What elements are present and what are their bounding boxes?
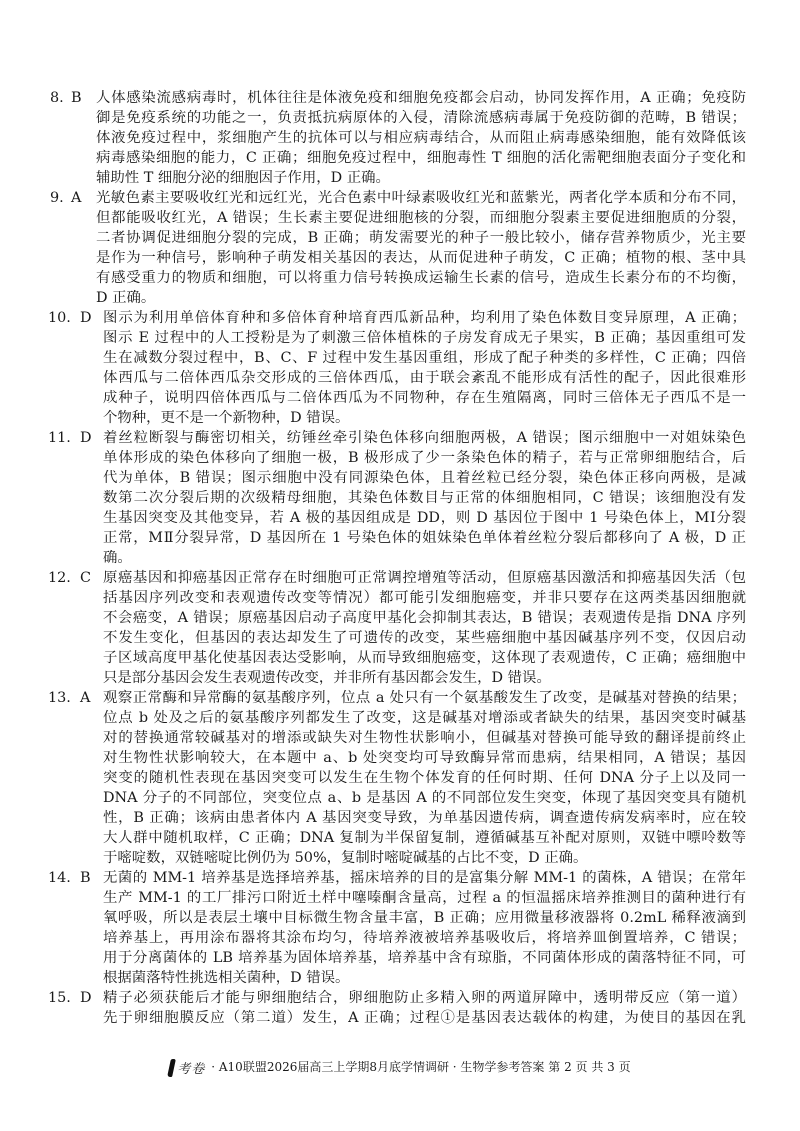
explanation-line: 单体形成的染色体移向了细胞一极，B 极形成了少一条染色体的精子，若与正常卵细胞结合，后 — [103, 450, 746, 466]
explanation-line: 培养基上，再用涂布器将其涂布均匀，待培养液被培养基吸收后，将培养皿倒置培养，C 错误； — [103, 930, 746, 946]
explanation-line: 不发生变化，但基因的表达却发生了可遗传的改变，某些癌细胞中基因碱基序列不变，仅因启动 — [103, 630, 746, 646]
explanation-line: 人体感染流感病毒时，机体往往是体液免疫和细胞免疫都会启动，协同发挥作用，A 正确；免疫防 — [96, 90, 746, 106]
explanation-line: 生产 MM-1 的工厂排污口附近土样中噻嗪酮含量高，过程 a 的恒温摇床培养推测目的菌种进行有 — [103, 890, 746, 906]
explanation-line: 精子必须获能后才能与卵细胞结合，卵细胞防止多精入卵的两道屏障中，透明带反应（第一道） — [103, 990, 746, 1006]
question-number: 8. — [50, 90, 64, 106]
explanation-line: 着丝粒断裂与酶密切相关，纺锤丝牵引染色体移向细胞两极，A 错误；图示细胞中一对姐妹染色 — [103, 430, 746, 446]
answer-item — [0, 188, 800, 308]
explanation-line: 观察正常酶和异常酶的氨基酸序列，位点 a 处只有一个氨基酸发生了改变，是碱基对替换的结果； — [103, 690, 746, 706]
explanation-line: 成种子，说明四倍体西瓜与二倍体西瓜为不同物种，存在生殖隔离，同时三倍体无子西瓜不是一 — [103, 390, 746, 406]
question-number: 11. — [48, 430, 71, 446]
explanation-line: 正常，MⅡ分裂异常，D 基因所在 1 号染色体的姐妹染色单体着丝粒分裂后都移向了 A 极，D 正 — [103, 530, 746, 546]
answer-letter: B — [80, 870, 91, 886]
logo-text: 考卷 — [177, 1062, 206, 1077]
answer-item — [0, 428, 800, 568]
explanation-line: 用于分离菌体的 LB 培养基为固体培养基，培养基中含有琼脂，不同菌体形成的菌落特征不同，可 — [103, 950, 746, 966]
explanation-line: 对生物性状影响较大，在本题中 a、b 处突变均可导致酶异常而患病，结果相同，A 错误；基因 — [103, 750, 746, 766]
explanation — [103, 308, 746, 428]
explanation-line: 只是部分基因会发生表观遗传改变，并非所有基因都会发生，D 错误。 — [103, 670, 551, 686]
answer-item — [0, 988, 800, 1028]
answer-letter: D — [80, 430, 92, 446]
question-number: 10. — [48, 310, 71, 326]
explanation-line: 对的替换通常较碱基对的增添或缺失对生物性状影响小，但碱基对替换可能导致的翻译提前终止 — [103, 730, 746, 746]
explanation — [103, 988, 746, 1028]
explanation-line: 原癌基因和抑癌基因正常存在时细胞可正常调控增殖等活动，但原癌基因激活和抑癌基因失活（包 — [103, 570, 746, 586]
explanation-line: 氧呼吸，所以是表层土壤中目标微生物含量丰富，B 正确；应用微量移液器将 0.2mL 稀释液滴到 — [103, 910, 746, 926]
explanation-line: 突变的随机性表现在基因突变可以发生在生物个体发育的任何时期、任何 DNA 分子上以及同一 — [103, 770, 746, 786]
explanation — [103, 688, 746, 868]
explanation — [103, 868, 746, 988]
answer-item — [0, 88, 800, 188]
question-number: 12. — [48, 570, 71, 586]
explanation-line: D 正确。 — [96, 290, 156, 306]
explanation-line: 御是免疫系统的功能之一，负责抵抗病原体的入侵，清除流感病毒属于免疫防御的范畴，B 错误； — [96, 110, 746, 126]
explanation-line: 根据菌落特性挑选相关菌种，D 错误。 — [103, 970, 350, 986]
answer-item — [0, 568, 800, 688]
explanation-line: 数第二次分裂后期的次级精母细胞，其染色体数目与正常的体细胞相同，C 错误；该细胞没有发 — [103, 490, 746, 506]
question-number: 14. — [48, 870, 71, 886]
brush-stroke-icon — [167, 1059, 176, 1077]
explanation-line: 无菌的 MM-1 培养基是选择培养基，摇床培养的目的是富集分解 MM-1 的菌株，A 错误；在常年 — [103, 870, 746, 886]
answer-list — [0, 88, 800, 1028]
question-number: 15. — [48, 990, 71, 1006]
explanation-line: 体液免疫过程中，浆细胞产生的抗体可以与相应病毒结合，从而阻止病毒感染细胞，能有效降低该 — [96, 130, 746, 146]
explanation-line: 代为单体，B 错误；图示细胞中没有同源染色体，且着丝粒已经分裂，染色体正移向两极，是减 — [103, 470, 746, 486]
explanation-line: 病毒感染细胞的能力，C 正确；细胞免疫过程中，细胞毒性 T 细胞的活化需靶细胞表面分子变化和 — [96, 150, 746, 166]
explanation-line: 性，B 正确；该病由患者体内 A 基因突变导致，为单基因遗传病，调查遗传病发病率时，应在较 — [103, 810, 746, 826]
explanation-line: 确。 — [103, 550, 132, 566]
explanation-line: 大人群中随机取样，C 正确；DNA 复制为半保留复制，遵循碱基互补配对原则，双链中嘌呤数等 — [103, 830, 746, 846]
answer-letter: A — [71, 190, 82, 206]
answer-letter: A — [80, 690, 91, 706]
explanation-line: 有感受重力的物质和细胞，可以将重力信号转换成运输生长素的信号，造成生长素分布的不均衡， — [96, 270, 746, 286]
publisher-logo — [169, 1058, 205, 1077]
explanation-line: 不会癌变，A 错误；原癌基因启动子高度甲基化会抑制其表达，B 错误；表观遗传是指 DNA 序列 — [103, 610, 746, 626]
explanation — [103, 428, 746, 568]
explanation-line: 位点 b 处及之后的氨基酸序列都发生了改变，这是碱基对增添或者缺失的结果，基因突变时碱基 — [103, 710, 746, 726]
answer-item — [0, 688, 800, 868]
answer-letter: D — [80, 310, 92, 326]
explanation-line: DNA 分子的不同部位，突变位点 a、b 是基因 A 的不同部位发生突变，体现了基因突变具有随机 — [103, 790, 746, 806]
explanation-line: 体西瓜与二倍体西瓜杂交形成的三倍体西瓜，由于联会紊乱不能形成有活性的配子，因此很难形 — [103, 370, 746, 386]
explanation-line: 于嘧啶数，双链嘧啶比例仍为 50%，复制时嘧啶碱基的占比不变，D 正确。 — [103, 850, 588, 866]
question-number: 13. — [48, 690, 71, 706]
footer-text: · A10联盟2026届高三上学期8月底学情调研 · 生物学参考答案 第 2 页 共 3 页 — [211, 1060, 631, 1074]
explanation-line: 光敏色素主要吸收红光和远红光，光合色素中叶绿素吸收红光和蓝紫光，两者化学本质和分布不同， — [96, 190, 746, 206]
explanation-line: 个物种，更不是一个新物种，D 错误。 — [103, 410, 350, 426]
answer-item — [0, 308, 800, 428]
explanation-line: 子区域高度甲基化使基因表达受影响，从而导致细胞癌变，这体现了表观遗传，C 正确；癌细胞中 — [103, 650, 746, 666]
explanation-line: 是作为一种信号，影响种子萌发相关基因的表达，从而促进种子萌发，C 正确；植物的根、茎中具 — [96, 250, 746, 266]
explanation-line: 先于卵细胞膜反应（第二道）发生，A 正确；过程①是基因表达载体的构建，为使目的基因在乳 — [103, 1010, 746, 1026]
question-number: 9. — [50, 190, 64, 206]
explanation-line: 图示为利用单倍体育种和多倍体育种培育西瓜新品种，均利用了染色体数目变异原理，A 正确； — [103, 310, 746, 326]
explanation-line: 生基因突变及其他变异，若 A 极的基因组成是 DD，则 D 基因位于图中 1 号染色体上，MⅠ分裂 — [103, 510, 746, 526]
answer-letter: B — [71, 90, 82, 106]
page-footer — [0, 1058, 800, 1077]
explanation-line: 二者协调促进细胞分裂的完成，B 正确；萌发需要光的种子一般比较小，储存营养物质少，光主要 — [96, 230, 746, 246]
answer-item — [0, 868, 800, 988]
explanation — [96, 88, 746, 188]
explanation-line: 图示 E 过程中的人工授粉是为了刺激三倍体植株的子房发育成无子果实，B 正确；基因重组可发 — [103, 330, 746, 346]
explanation — [96, 188, 746, 308]
explanation-line: 生在减数分裂过程中，B、C、F 过程中发生基因重组，形成了配子种类的多样性，C 正确；四倍 — [103, 350, 746, 366]
answer-letter: D — [80, 990, 92, 1006]
explanation-line: 但都能吸收红光，A 错误；生长素主要促进细胞核的分裂，而细胞分裂素主要促进细胞质的分裂， — [96, 210, 746, 226]
explanation-line: 括基因序列改变和表观遗传改变等情况）都可能引发细胞癌变，并非只要存在这两类基因细胞就 — [103, 590, 746, 606]
explanation-line: 辅助性 T 细胞分泌的细胞因子作用，D 正确。 — [96, 170, 390, 186]
explanation — [103, 568, 746, 688]
answer-letter: C — [80, 570, 92, 586]
